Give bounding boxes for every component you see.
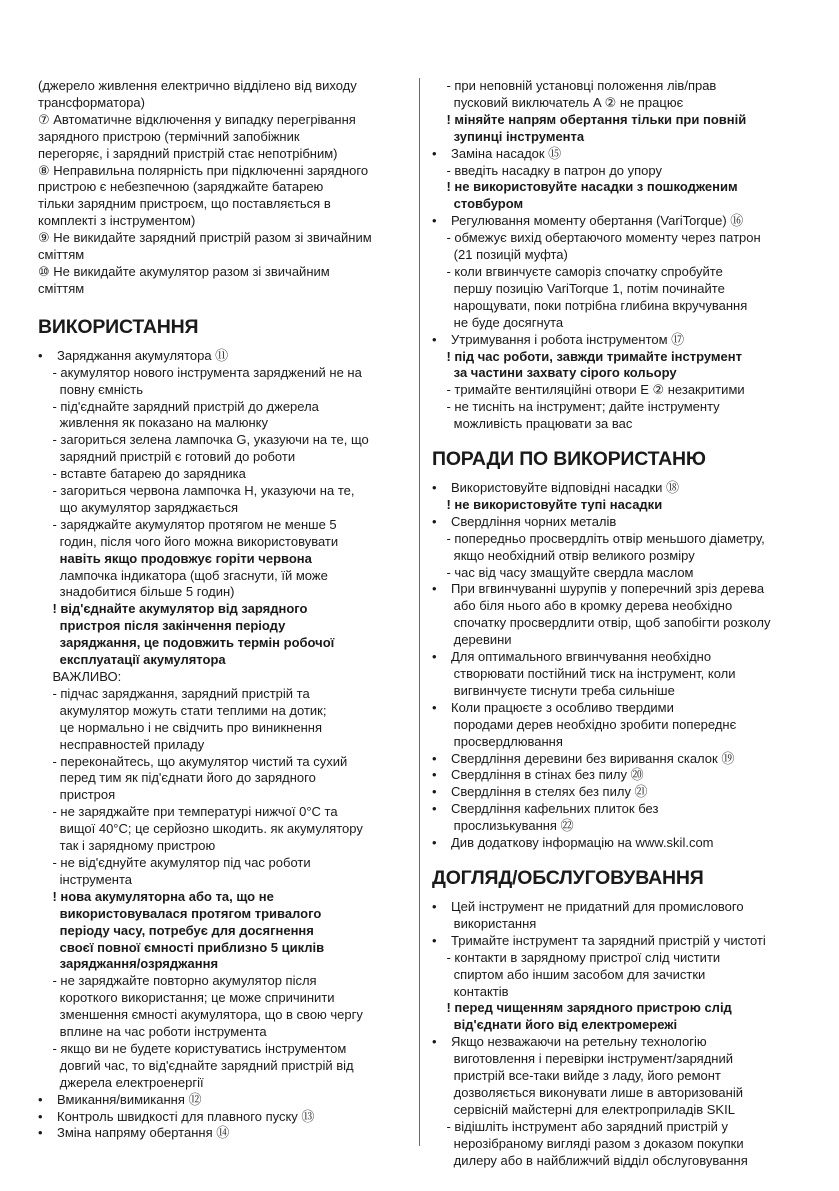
warning-line: періоду часу, потребує для досягнення xyxy=(38,922,314,938)
warning-line: ! не використовуйте насадки з пошкодженим xyxy=(432,179,738,195)
text-line: пусковий виключатель A ② не працює xyxy=(432,94,684,110)
warning-line: використовувалася протягом тривалого xyxy=(38,905,322,921)
section-heading-care: ДОГЛЯД/ОБСЛУГОВУВАННЯ xyxy=(432,866,704,889)
text-line: ⑧ Неправильна полярність при підключенні зарядного xyxy=(38,162,369,178)
text-line: зменшення ємності акумулятора, що в свою чергу xyxy=(38,1007,363,1023)
warning-line: ! перед чищенням зарядного пристрою слід xyxy=(432,1000,732,1016)
text-line: інструмента xyxy=(38,871,133,887)
text-line: • Тримайте інструмент та зарядний пристрій у чистоті xyxy=(432,932,766,948)
text-line: контактів xyxy=(432,983,509,999)
text-line: - заряджайте акумулятор протягом не менше 5 xyxy=(38,516,337,532)
text-line: • При вгвинчуванні шурупів у поперечний зріз дерева xyxy=(432,581,765,597)
text-line: пристрій все-таки вийде з ладу, його ремонт xyxy=(432,1068,721,1084)
warning-line: за частини захвату сірого кольору xyxy=(432,365,677,381)
text-line: зарядний пристрій є готовий до роботи xyxy=(38,449,296,465)
text-line: вигвинчуєте тиснути треба сильніше xyxy=(432,682,675,698)
text-line: лампочка індикатора (щоб згаснути, їй може xyxy=(38,567,328,583)
text-line: • Свердління в стінах без пилу ⑳ xyxy=(432,767,644,783)
text-line: - попередньо просвердліть отвір меньшого діаметру, xyxy=(432,530,765,546)
text-line: прослизькування ㉒ xyxy=(432,818,574,834)
warning-line: ! не використовуйте тупі насадки xyxy=(432,496,663,512)
text-line: нерозібраному вигляді разом з доказом покупки xyxy=(432,1135,744,1151)
text-line: спочатку просвердлити отвір, щоб запобігти розколу xyxy=(432,615,771,631)
text-line: що акумулятор заряджається xyxy=(38,499,239,515)
text-line: виготовлення і перевірки інструмент/зарядний xyxy=(432,1051,733,1067)
text-line: зарядного пристрою (термічний запобіжник xyxy=(38,128,300,144)
text-line: або біля нього або в кромку дерева необхідно xyxy=(432,598,733,614)
text-line: • Коли працюєте з особливо твердими xyxy=(432,699,674,715)
text-line: ⑦ Автоматичне відключення у випадку перегрівання xyxy=(38,111,356,127)
text-line: вплине на час роботи інструмента xyxy=(38,1024,267,1040)
warning-line: стовбуром xyxy=(432,196,524,212)
text-line: перед тим як під'єднати його до зарядного xyxy=(38,770,316,786)
text-line: - вставте батарею до зарядника xyxy=(38,466,246,482)
text-line: • Утримування і робота інструментом ⑰ xyxy=(432,331,685,347)
text-line: знадобитися більше 5 годин) xyxy=(38,584,235,600)
section-heading-tips: ПОРАДИ ПО ВИКОРИСТАНЮ xyxy=(432,448,706,471)
text-line: - не від'єднуйте акумулятор під час роботи xyxy=(38,854,311,870)
text-line: • Заміна насадок ⑮ xyxy=(432,145,562,161)
text-line: - при неповній установці положення лів/прав xyxy=(432,78,717,93)
text-line: - загориться червона лампочка H, указуючи на те, xyxy=(38,483,355,499)
text-line: - підчас заряджання, зарядний пристрій та xyxy=(38,685,310,701)
text-line: спиртом або іншим засобом для зачистки xyxy=(432,966,706,982)
left-column xyxy=(38,78,412,1142)
text-line: • Використовуйте відповідні насадки ⑱ xyxy=(432,480,680,496)
text-line: використання xyxy=(432,915,537,931)
text-line: пристрою є небезпечною (заряджайте батарею xyxy=(38,179,324,195)
warning-line: ! від'єднайте акумулятор від зарядного xyxy=(38,601,308,617)
text-line: - обмежує вихід обертаючого моменту через патрон xyxy=(432,230,761,246)
text-line: сміттям xyxy=(38,280,85,296)
text-line: так і зарядному пристрою xyxy=(38,838,216,854)
right-column xyxy=(432,78,804,1169)
text-line: акумулятор можуть стати теплими на дотик; xyxy=(38,702,327,718)
text-line: це нормально і не свідчить про виникнення xyxy=(38,719,322,735)
text-line: вищої 40°C; це серйозно шкодить. як акумулятору xyxy=(38,821,363,837)
text-line: - коли вгвинчуєте саморіз спочатку спробуйте xyxy=(432,263,723,279)
text-line: нарощувати, поки потрібна глибина вкручування xyxy=(432,297,748,313)
text-line: можливість працювати за вас xyxy=(432,416,633,432)
warning-line: від'єднати його від електромережі xyxy=(432,1017,678,1033)
text-line: - переконайтесь, що акумулятор чиcтий та сухий xyxy=(38,753,348,769)
text-line: просвердлювання xyxy=(432,733,563,749)
text-line: - тримайте вентиляційні отвори E ② незакритими xyxy=(432,382,745,398)
text-line: якщо необхідний отвір великого розміру xyxy=(432,547,695,563)
section-heading-usage: ВИКОРИСТАННЯ xyxy=(38,315,199,338)
text-line: - якщо ви не будете користуватись інструментом xyxy=(38,1040,347,1056)
warning-line: пристроя після закінчення періоду xyxy=(38,618,286,634)
text-line: дозволяється виконувати лише в авторизованій xyxy=(432,1084,743,1100)
text-line: тільки зарядним пристроєм, що поставляється в xyxy=(38,196,331,212)
text-line: першу позицію VariTorque 1, потім починайте xyxy=(432,280,725,296)
text-line: дилеру або в найближчий відділ обслуговування xyxy=(432,1152,748,1168)
text-line: (21 позицій муфта) xyxy=(432,247,568,263)
text-line: короткого використання; це може спричинити xyxy=(38,990,335,1006)
text-line: - під'єднайте зарядний пристрій до джерела xyxy=(38,398,319,414)
text-line: - відішліть інструмент або зарядний пристрій у xyxy=(432,1118,728,1134)
text-line: • Якщо незважаючи на ретельну технологію xyxy=(432,1034,707,1050)
text-line: перегоряє, і зарядний пристрій стає непотрібним) xyxy=(38,145,338,161)
text-line: повну ємність xyxy=(38,381,144,397)
text-line: (джерело живлення електрично відділено від виходу xyxy=(38,78,357,93)
text-line-bold: навіть якщо продовжує горіти червона xyxy=(38,550,312,566)
text-line: • Зміна напряму обертання ⑭ xyxy=(38,1125,230,1141)
text-line: джерела електроенергії xyxy=(38,1074,204,1090)
text-line: годин, після чого його можна використовувати xyxy=(38,533,339,549)
warning-line: ! міняйте напрям обертання тільки при повній xyxy=(432,111,747,127)
text-line: - акумулятор нового інструмента заряджений не на xyxy=(38,364,362,380)
warning-line: зупинці інструмента xyxy=(432,128,585,144)
text-line: живлення як показано на малюнку xyxy=(38,415,268,431)
warning-line: ! під час роботи, завжди тримайте інструмент xyxy=(432,348,742,364)
text-line: • Свердління чорних металів xyxy=(432,513,617,529)
text-line: • Вмикання/вимикання ⑫ xyxy=(38,1091,202,1107)
text-line: • Свердління деревини без виривання скалок ⑲ xyxy=(432,750,735,766)
text-line: ⑨ Не викидайте зарядний пристрій разом зі звичайним xyxy=(38,230,372,246)
text-line: • Цей інструмент не придатний для промислового xyxy=(432,898,744,914)
text-line: • Свердління кафельних плиток без xyxy=(432,801,659,817)
text-line: сміттям xyxy=(38,247,85,263)
text-line: пристроя xyxy=(38,787,116,803)
text-line: • Контроль швидкості для плавного пуску ⑬ xyxy=(38,1108,315,1124)
text-line: - не тисніть на інструмент; дайте інструменту xyxy=(432,399,720,415)
text-line: - контакти в зарядному пристрої слід чистити xyxy=(432,949,721,965)
text-line: - введіть насадку в патрон до упору xyxy=(432,162,662,178)
text-line: ⑩ Не викидайте акумулятор разом зі звичайним xyxy=(38,263,330,279)
text-line: створювати постійний тиск на інструмент, коли xyxy=(432,666,736,681)
text-line: породами дерев необхідно зробити попереднє xyxy=(432,716,737,732)
warning-line: ! нова акумуляторна або та, що не xyxy=(38,888,274,904)
text-line: комплекті з інструментом) xyxy=(38,213,196,229)
text-line: • Заряджання акумулятора ⑪ xyxy=(38,347,229,363)
warning-line: експлуатації акумулятора xyxy=(38,652,226,668)
warning-line: заряджання, це подовжить термін робочої xyxy=(38,635,335,651)
text-line: - не заряджайте при температурі нижчої 0°C та xyxy=(38,804,338,820)
text-line: - не заряджайте повторно акумулятор після xyxy=(38,973,317,989)
column-divider xyxy=(419,78,420,1146)
warning-line: своєї повної ємності приблизно 5 циклів xyxy=(38,939,325,955)
text-line: • Для оптимального вгвинчування необхідно xyxy=(432,649,712,665)
text-line: ВАЖЛИВО: xyxy=(38,669,122,684)
warning-line: заряджання/озряджання xyxy=(38,956,219,972)
text-line: несправностей приладу xyxy=(38,736,205,752)
text-line: не буде досягнута xyxy=(432,314,564,330)
text-line: - час від часу змащуйте свердла маслом xyxy=(432,564,694,580)
text-line: - загориться зелена лампочка G, указуючи на те, що xyxy=(38,432,369,448)
text-line: довгий час, то від'єднайте зарядний пристрій від xyxy=(38,1057,354,1073)
text-line: • Див додаткову інформацію на www.skil.com xyxy=(432,835,714,851)
text-line: сервісній майстерні для електроприладів SKIL xyxy=(432,1101,735,1117)
text-line: • Свердління в стелях без пилу ㉑ xyxy=(432,784,648,800)
text-line: трансформатора) xyxy=(38,94,145,110)
text-line: • Регулювання моменту обертання (VariTorque) ⑯ xyxy=(432,213,744,229)
text-line: деревини xyxy=(432,632,512,648)
